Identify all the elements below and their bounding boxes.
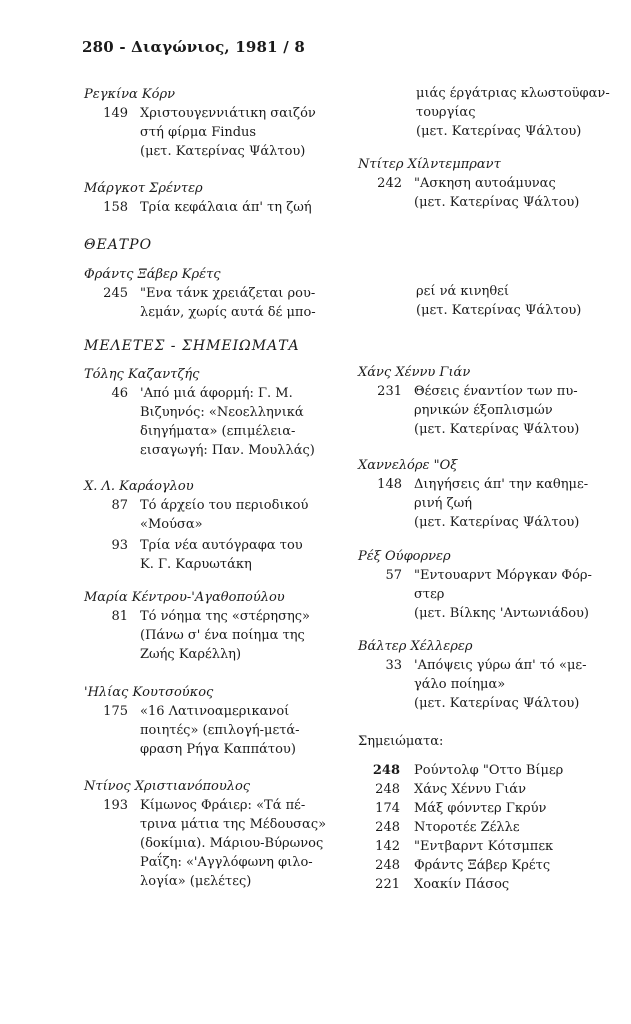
title-line: ρινή ζωή [414,496,472,511]
author-name: Τόλης Καζαντζής [84,367,200,382]
note-item [358,761,598,780]
title-line: Κίμωνος Φράιερ: «Τά πέ- [140,798,306,813]
page-number: 149 [103,106,128,121]
note-name: Ρούντολφ "Οττο Βίμερ [414,763,564,778]
title-line: γάλο ποίημα» [414,677,506,692]
page-number: 148 [377,477,402,492]
title-line: φραση Ρήγα Καππάτου) [140,742,296,757]
title-line: στερ [414,587,445,602]
page-number: 142 [375,839,400,854]
title-line: (δοκίμια). Μάριου-Βύρωνος [140,836,324,851]
title-line: «Μούσα» [140,517,203,532]
title-line: Τό νόημα της «στέρησης» [140,609,310,624]
title-line: Θέσεις έναντίον των πυ- [414,384,578,399]
title-line: εισαγωγή: Παν. Μουλλάς) [140,443,315,458]
entry-hollerer [358,638,598,713]
article-item [84,284,349,322]
entry-korn [84,86,349,161]
note-item [358,837,598,856]
title-line: τρινα μάτια της Μέδουσας» [140,817,327,832]
article-item [358,566,598,623]
running-head: 280 - Διαγώνιος, 1981 / 8 [82,38,305,56]
section-title: ΜΕΛΕΤΕΣ - ΣΗΜΕΙΩΜΑΤΑ [84,338,300,354]
translator-line: (μετ. Κατερίνας Ψάλτου) [414,696,580,711]
author-name: Ρέξ Ούφορνερ [358,549,451,564]
continuation-korn [416,84,610,141]
section-heading-theatre [84,236,349,254]
section-heading-studies [84,337,349,355]
article-item [84,796,349,891]
article-item [84,702,349,759]
translator-line: (μετ. Κατερίνας Ψάλτου) [414,515,580,530]
author-name: Βάλτερ Χέλλερερ [358,639,473,654]
entry-ochs [358,457,598,532]
title-line: «16 Λατινοαμερικανοί [140,704,290,719]
author-name: Ρεγκίνα Κόρν [84,87,176,102]
entry-karaoglou [84,478,349,574]
translator-line: (μετ. Κατερίνας Ψάλτου) [140,144,306,159]
page-number: 221 [375,877,400,892]
page-number: 158 [103,200,128,215]
translator-line: (μετ. Κατερίνας Ψάλτου) [416,303,582,318]
title-line: (Πάνω σ' ένα ποίημα της [140,628,305,643]
translator-line: (μετ. Βίλκης 'Αντωνιάδου) [414,606,589,621]
note-name: "Εντβαρντ Κότσμπεκ [414,839,554,854]
page-number: 248 [372,763,400,778]
title-line: Χριστουγεννιάτικη σαιζόν [140,106,316,121]
article-item [84,536,349,574]
title-line: λογία» (μελέτες) [140,874,252,889]
article-item [358,656,598,713]
title-line: στή φίρμα Findus [140,125,257,140]
title-line: Τρία κεφάλαια άπ' τη ζωή [140,200,312,215]
page-number: 248 [375,858,400,873]
entry-christianopoulos [84,778,349,891]
note-item [358,799,598,818]
entry-offner [358,548,598,623]
page-number: 81 [111,609,128,624]
title-line: ποιητές» (επιλογή-μετά- [140,723,300,738]
continuation-line: ρεί νά κινηθεί [416,284,509,299]
title-line: Διηγήσεις άπ' την καθημε- [414,477,589,492]
title-line: 'Απόψεις γύρω άπ' τό «με- [414,658,587,673]
article-item [84,384,349,460]
author-name: Χάνς Χέννυ Γιάν [358,365,471,380]
page-number: 46 [111,386,128,401]
article-item [358,475,598,532]
page-number: 175 [103,704,128,719]
article-item [358,174,598,212]
note-item [358,875,598,894]
entry-koutsoukos [84,684,349,759]
note-name: Μάξ φόνντερ Γκρύν [414,801,547,816]
title-line: Τρία νέα αυτόγραφα του [140,538,303,553]
notes-heading: Σημειώματα: [358,734,444,749]
author-name: 'Ηλίας Κουτσούκος [84,685,214,700]
page-number: 87 [111,498,128,513]
article-item [358,382,598,439]
page-number: 93 [111,538,128,553]
title-line: Βιζυηνός: «Νεοελληνικά [140,405,304,420]
note-item [358,780,598,799]
title-line: Τό άρχείο του περιοδικού [140,498,309,513]
page-number: 248 [375,820,400,835]
note-name: Χοακίν Πάσος [414,877,510,892]
note-item [358,818,598,837]
author-name: Φράντς Ξάβερ Κρέτς [84,267,221,282]
author-name: Μαρία Κέντρου-'Αγαθοπούλου [84,590,285,605]
translator-line: (μετ. Κατερίνας Ψάλτου) [416,124,582,139]
note-name: Φράντς Ξάβερ Κρέτς [414,858,551,873]
author-name: Ντίνος Χριστιανόπουλος [84,779,251,794]
page-number: 33 [385,658,402,673]
title-line: "Εντουαρντ Μόργκαν Φόρ- [414,568,592,583]
author-name: Ντίτερ Χίλντεμπραντ [358,157,501,172]
title-line: Κ. Γ. Καρυωτάκη [140,557,252,572]
page-number: 242 [377,176,402,191]
title-line: "Ενα τάνκ χρειάζεται ρου- [140,286,316,301]
entry-schroeter [84,180,349,217]
title-line: διηγήματα» (επιμέλεια- [140,424,296,439]
notes-section [358,733,598,894]
page-number: 174 [375,801,400,816]
continuation-line: τουργίας [416,105,476,120]
translator-line: (μετ. Κατερίνας Ψάλτου) [414,422,580,437]
entry-kentrou [84,589,349,664]
title-line: "Ασκηση αυτοάμυνας [414,176,556,191]
note-name: Χάνς Χέννυ Γιάν [414,782,526,797]
page-number: 248 [375,782,400,797]
entry-kazantzis [84,366,349,460]
translator-line: (μετ. Κατερίνας Ψάλτου) [414,195,580,210]
page-number: 245 [103,286,128,301]
note-item [358,856,598,875]
title-line: Ραΐζη: «'Αγγλόφωνη φιλο- [140,855,313,870]
continuation-line: μιάς έργάτριας κλωστοϋφαν- [416,86,610,101]
author-name: Χ. Λ. Καράογλου [84,479,194,494]
title-line: 'Από μιά άφορμή: Γ. Μ. [140,386,293,401]
section-title: ΘΕΑΤΡΟ [84,237,153,253]
page-number: 57 [385,568,402,583]
article-item [84,104,349,161]
page-number: 193 [103,798,128,813]
continuation-kroetz [416,282,598,320]
page-number: 231 [377,384,402,399]
author-name: Χαννελόρε "Οξ [358,458,458,473]
entry-jahn [358,364,598,439]
title-line: Ζωής Καρέλλη) [140,647,242,662]
title-line: λεμάν, χωρίς αυτά δέ μπο- [140,305,316,320]
entry-hildebrandt [358,156,598,212]
article-item [84,607,349,664]
author-name: Μάργκοτ Σρέντερ [84,181,203,196]
entry-kroetz [84,266,349,322]
title-line: ρηνικών έξοπλισμών [414,403,553,418]
article-item [84,198,349,217]
note-name: Ντοροτέε Ζέλλε [414,820,520,835]
article-item [84,496,349,534]
